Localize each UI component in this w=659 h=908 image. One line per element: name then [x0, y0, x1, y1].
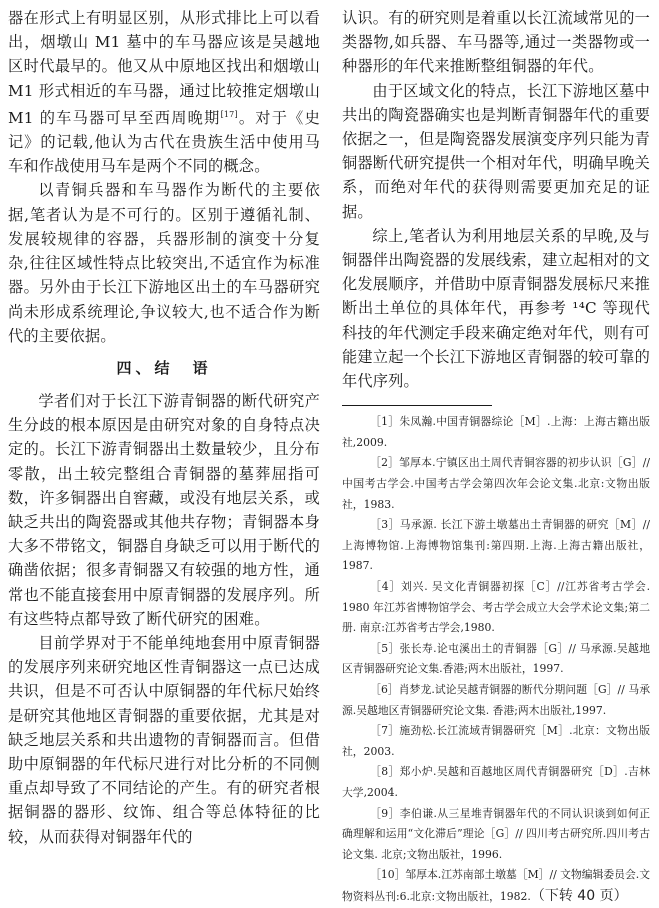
reference-item: ［5］张长寿.论屯溪出土的青铜器［G］// 马承源.吴越地区青铜器研究论文集.香港;两木出版社，1997.: [342, 641, 650, 676]
reference-item: ［8］郑小炉.吴越和百越地区周代青铜器研究［D］.吉林大学,2004.: [342, 765, 650, 799]
section-heading-conclusion: 四、结 语: [116, 358, 212, 377]
reference-item: ［7］施劲松.长江流域青铜器研究［M］.北京：文物出版社，2003.: [342, 724, 650, 758]
left-column: [8, 6, 320, 849]
references-list: [342, 412, 650, 907]
reference-item: ［6］肖梦龙.试论吴越青铜器的断代分期问题［G］// 马承源.吴越地区青铜器研究论文集. 香港;两木出版社,1997.: [342, 682, 650, 717]
reference-item: ［3］马承源. 长江下游土墩墓出土青铜器的研究［M］//上海博物馆.上海博物馆集刊:第四期.上海.上海古籍出版社，1987.: [342, 518, 650, 573]
continued-page-note: （下转 40 页）: [530, 887, 628, 904]
left-paragraph-2: 以青铜兵器和车马器作为断代的主要依据,笔者认为是不可行的。区别于遵循礼制、发展较规律的容器，兵器形制的演变十分复杂,往往区域性特点比较突出,不适宜作为标准器。另外由于长江下游地区出土的车马器研究尚未形成系统理论,争议较大,也不适合作为断代的主要依据。: [8, 181, 320, 345]
citation-17: [17]: [220, 109, 238, 119]
reference-item: ［10］邹厚本.江苏南部土墩墓［M］// 文物编辑委员会.文物资料丛刊:6.北京:文物出版社，1982.（下转 40 页）: [342, 868, 650, 904]
reference-item: ［2］邹厚本.宁镇区出土周代青铜容器的初步认识［G］//中国考古学会.中国考古学会第四次年会论文集.北京:文物出版社，1983.: [342, 456, 650, 511]
left-paragraph-1: 器在形式上有明显区别，从形式排比上可以看出，烟墩山 M1 墓中的车马器应该是吴越地区时代最早的。他又从中原地区找出和烟墩山 M1 形式相近的车马器，通过比较推定烟墩山 M1 的车马器可早至西周晚期[17]。对于《史记》的记载,他认为古代在贵族生活中使用马车和作战使用马车是两个不同的概念。: [8, 9, 321, 176]
reference-item: ［1］朱凤瀚.中国青铜器综论［M］.上海：上海古籍出版社,2009.: [342, 415, 650, 449]
reference-item: ［9］李伯谦.从三星堆青铜器年代的不同认识谈到如何正确理解和运用“文化滞后”理论［G］// 四川考古研究所.四川考古论文集. 北京;文物出版社，1996.: [342, 806, 650, 861]
right-paragraph-1: 认识。有的研究则是着重以长江流域常见的一类器物,如兵器、车马器等,通过一类器物或一种器形的年代来推断整组铜器的年代。: [342, 9, 650, 76]
right-paragraph-2: 由于区域文化的特点，长江下游地区墓中共出的陶瓷器确实也是判断青铜器年代的重要依据之一，但是陶瓷器发展演变序列只能为青铜器断代研究提供一个相对年代，明确早晚关系，而绝对年代的获得则需要更加充足的证据。: [342, 81, 650, 221]
references-divider: [342, 405, 492, 406]
right-column: [342, 6, 650, 908]
reference-item: ［4］刘兴. 吴文化青铜器初探［C］//江苏省考古学会. 1980 年江苏省博物馆学会、考古学会成立大会学术论文集;第二册. 南京:江苏省考古学会,1980.: [342, 580, 650, 635]
left-paragraph-3: 学者们对于长江下游青铜器的断代研究产生分歧的根本原因是由研究对象的自身特点决定的。长江下游青铜器出土数量较少，且分布零散，出土较完整组合青铜器的墓葬屈指可数，许多铜器出自窖藏，或没有地层关系，或缺乏共出的陶瓷器或其他共存物；青铜器本身大多不带铭文，铜器自身缺乏可以用于断代的确凿依据；很多青铜器又有较强的地方性，通常也不能直接套用中原青铜器的发展序列。所有这些特点都导致了断代研究的困难。: [8, 391, 320, 628]
left-paragraph-4: 目前学界对于不能单纯地套用中原青铜器的发展序列来研究地区性青铜器这一点已达成共识，但是不可否认中原铜器的年代标尺始终是研究其他地区青铜器的重要依据，尤其是对缺乏地层关系和共出遗物的青铜器而言。但借助中原铜器的年代标尺进行对比分析的不同侧重点却导致了不同结论的产生。有的研究者根据铜器的器形、纹饰、组合等总体特征的比较，从而获得对铜器年代的: [8, 633, 320, 846]
right-paragraph-3: 综上,笔者认为利用地层关系的早晚,及与铜器伴出陶瓷器的发展线索，建立起相对的文化发展顺序，并借助中原青铜器发展标尺来推断出土单位的具体年代，再参考 ¹⁴C 等现代科技的年代测定手段来确定绝对年代，则有可能建立起一个长江下游地区青铜器的较可靠的年代序列。: [342, 226, 650, 391]
